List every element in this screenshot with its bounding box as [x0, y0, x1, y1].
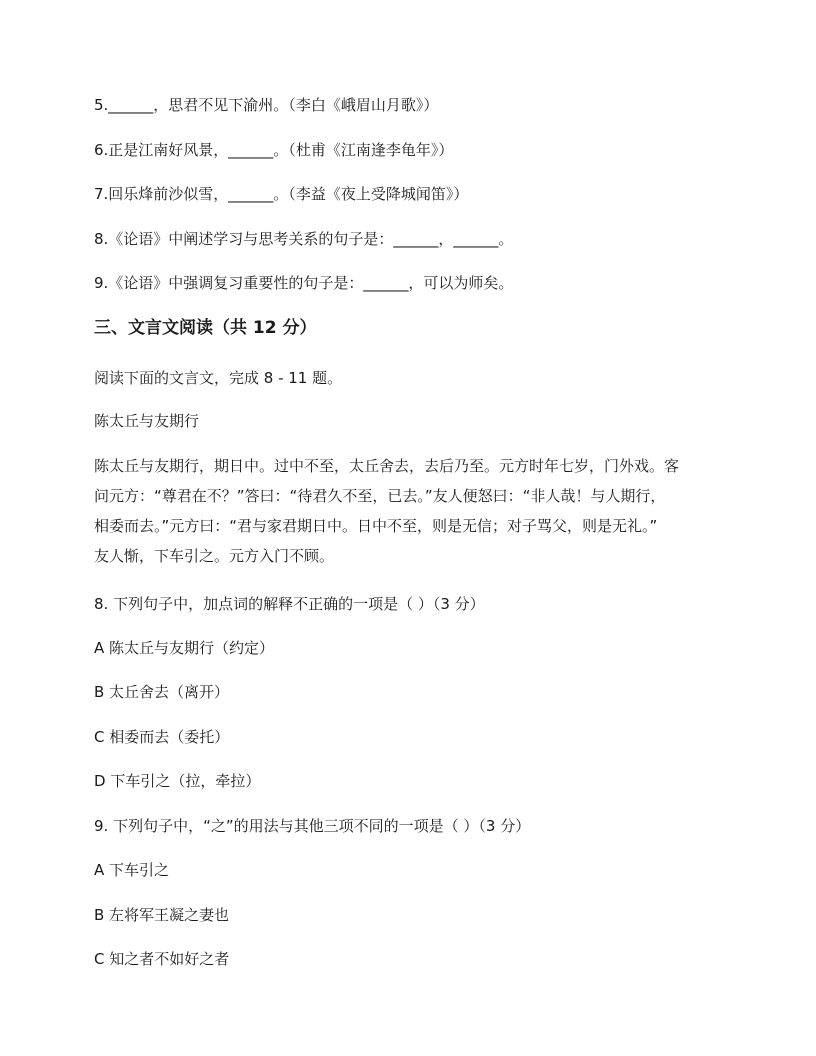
- passage-text: [94, 451, 730, 571]
- question-8-option-c: C 相委而去（委托）: [94, 728, 230, 746]
- passage-title: 陈太丘与友期行: [94, 412, 200, 430]
- passage-line: 相委而去。”元方曰：“君与家君期日中。日中不至，则是无信；对子骂父，则是无礼。”: [94, 517, 658, 535]
- question-9-option-c: C 知之者不如好之者: [94, 950, 230, 968]
- passage-line: 友人惭，下车引之。元方入门不顾。: [94, 547, 335, 565]
- question-8-option-a: A 陈太丘与友期行（约定）: [94, 639, 275, 657]
- question-8-stem: 8. 下列句子中，加点词的解释不正确的一项是（ ）（3 分）: [94, 595, 485, 613]
- reading-instruction: 阅读下面的文言文，完成 8 - 11 题。: [94, 369, 343, 387]
- question-9-stem: 9. 下列句子中，“之”的用法与其他三项不同的一项是（ ）（3 分）: [94, 817, 531, 835]
- question-9-option-b: B 左将军王凝之妻也: [94, 906, 230, 924]
- question-9-option-a: A 下车引之: [94, 861, 170, 879]
- fill-in-item-5: 5.______，思君不见下渝州。（李白《峨眉山月歌》）: [94, 96, 439, 114]
- question-8-option-b: B 太丘舍去（离开）: [94, 683, 230, 701]
- section-heading: 三、文言文阅读（共 12 分）: [94, 318, 317, 338]
- fill-in-item-7: 7.回乐烽前沙似雪，______。（李益《夜上受降城闻笛》）: [94, 185, 469, 203]
- passage-line: 陈太丘与友期行，期日中。过中不至，太丘舍去，去后乃至。元方时年七岁，门外戏。客: [94, 457, 680, 475]
- passage-line: 问元方：“尊君在不？”答曰：“待君久不至，已去。”友人便怒曰：“非人哉！与人期行，: [94, 487, 666, 505]
- fill-in-item-8: 8.《论语》中阐述学习与思考关系的句子是：______，______。: [94, 230, 514, 248]
- fill-in-item-9: 9.《论语》中强调复习重要性的句子是：______，可以为师矣。: [94, 274, 514, 292]
- fill-in-item-6: 6.正是江南好风景，______。（杜甫《江南逢李龟年》）: [94, 141, 454, 159]
- question-8-option-d: D 下车引之（拉，牵拉）: [94, 772, 261, 790]
